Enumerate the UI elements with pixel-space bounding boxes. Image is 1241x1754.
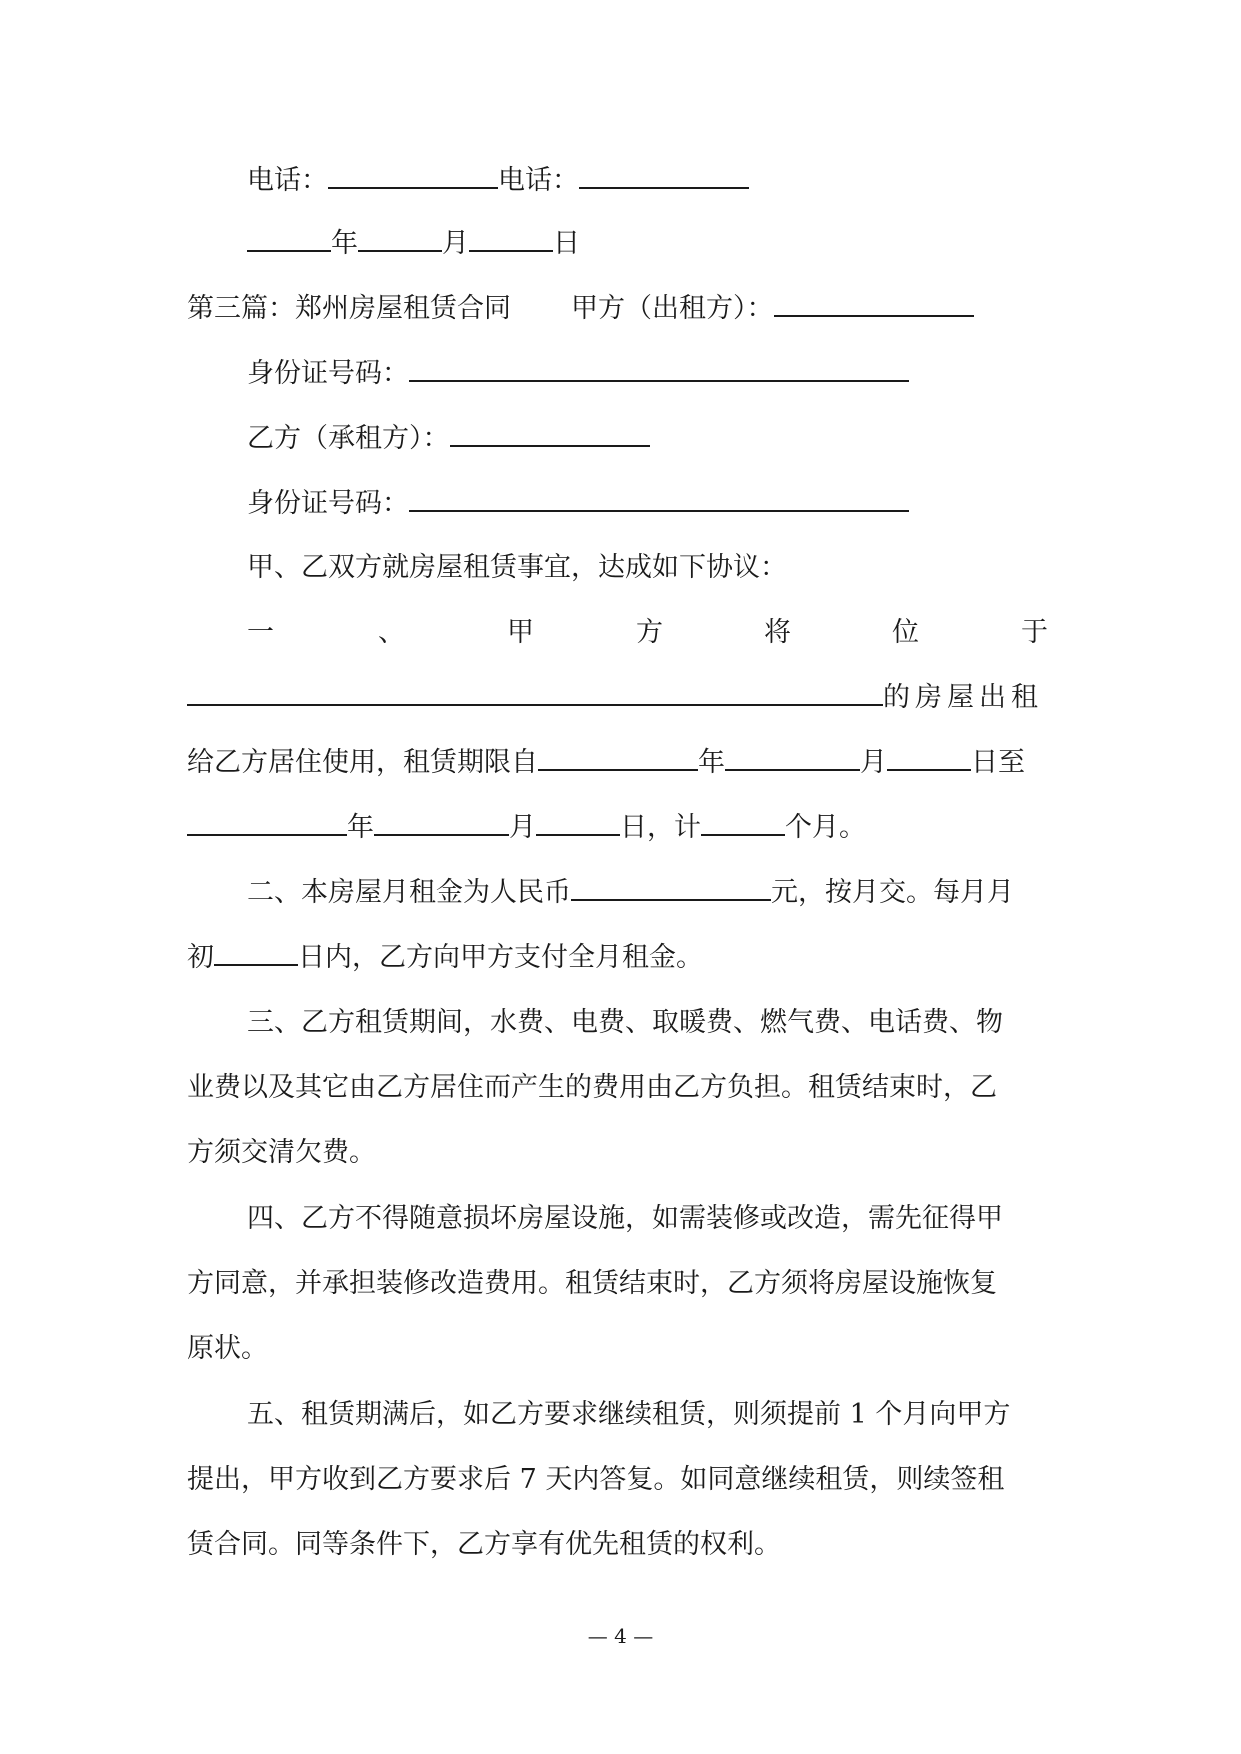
rent-blank: [571, 873, 771, 901]
clause-5-text-3: 赁合同。同等条件下，乙方享有优先租赁的权利。: [187, 1529, 781, 1560]
clause-3-line-2: [187, 1068, 997, 1108]
phone-label-2: 电话：: [498, 165, 579, 196]
rent-label: 二、本房屋月租金为人民币: [247, 877, 571, 908]
clause-3-line-1: [247, 1003, 1003, 1043]
end-month-label: 月: [509, 812, 536, 843]
party-b-blank: [450, 419, 650, 447]
clause-5-line-1: [247, 1395, 1010, 1435]
clause-1-char: 甲: [507, 617, 534, 648]
clause-3-text-3: 方须交清欠费。: [187, 1137, 376, 1168]
party-a-blank: [774, 289, 974, 317]
payment-day-text: 日内，乙方向甲方支付全月租金。: [298, 942, 703, 973]
lease-start-label: 给乙方居住使用，租赁期限自: [187, 747, 538, 778]
phone-blank-1: [328, 161, 498, 189]
clause-4-text-3: 原状。: [187, 1333, 268, 1364]
start-day-blank: [887, 743, 971, 771]
end-year-label: 年: [347, 812, 374, 843]
clause-1-char: 一: [247, 617, 274, 648]
title-line: [187, 289, 974, 329]
clause-2-line-2: [187, 938, 703, 978]
clause-1-char: 于: [1021, 617, 1048, 648]
party-b-line: [247, 419, 650, 459]
phone-label-1: 电话：: [247, 165, 328, 196]
end-month-blank: [374, 808, 509, 836]
date-line: [247, 224, 580, 264]
clause-1-char: 位: [892, 617, 919, 648]
clause-4-text-1: 四、乙方不得随意损坏房屋设施，如需装修或改造，需先征得甲: [247, 1203, 1003, 1234]
day-label: 日: [553, 228, 580, 259]
clause-1-char: 、: [378, 617, 405, 648]
section-title: 第三篇：郑州房屋租赁合同: [187, 293, 511, 324]
clause-1-line-4: [187, 808, 866, 848]
start-month-blank: [725, 743, 860, 771]
year-blank: [247, 224, 331, 252]
clause-1-line-3: [187, 743, 1025, 783]
start-year-blank: [538, 743, 698, 771]
clause-1-char: 将: [764, 617, 791, 648]
end-day-label: 日，计: [620, 812, 701, 843]
clause-5-line-2: [187, 1460, 1004, 1500]
clause-3-text-1: 三、乙方租赁期间，水费、电费、取暖费、燃气费、电话费、物: [247, 1007, 1003, 1038]
payment-day-prefix: 初: [187, 942, 214, 973]
start-month-label: 月: [860, 747, 887, 778]
months-blank: [701, 808, 785, 836]
clause-4-text-2: 方同意，并承担装修改造费用。租赁结束时，乙方须将房屋设施恢复: [187, 1268, 997, 1299]
party-a-label: 甲方（出租方）：: [571, 293, 774, 324]
id-blank-2: [409, 484, 909, 512]
rent-terms: 元，按月交。每月月: [771, 877, 1014, 908]
end-year-blank: [187, 808, 347, 836]
clause-1-char: 方: [636, 617, 663, 648]
day-blank: [469, 224, 553, 252]
months-label: 个月。: [785, 812, 866, 843]
clause-5-text-1: 五、租赁期满后，如乙方要求继续租赁，则须提前 1 个月向甲方: [247, 1399, 1011, 1430]
address-blank: [187, 678, 883, 706]
phone-blank-2: [579, 161, 749, 189]
start-year-label: 年: [698, 747, 725, 778]
id-label-2: 身份证号码：: [247, 488, 409, 519]
month-blank: [358, 224, 442, 252]
end-day-blank: [536, 808, 620, 836]
page-number: — 4 —: [587, 1624, 654, 1648]
agreement-intro: [247, 548, 787, 588]
clause-4-line-1: [247, 1199, 1003, 1239]
phone-line: [247, 161, 749, 201]
id-blank-1: [409, 354, 909, 382]
clause-5-text-2: 提出，甲方收到乙方要求后 7 天内答复。如同意继续租赁，则续签租: [187, 1464, 1005, 1495]
party-b-label: 乙方（承租方）：: [247, 423, 450, 454]
clause-5-line-3: [187, 1525, 781, 1565]
intro-text: 甲、乙双方就房屋租赁事宜，达成如下协议：: [247, 552, 787, 583]
start-day-label: 日至: [971, 747, 1025, 778]
id-number-line-1: [247, 354, 909, 394]
clause-1-line-1: [0, 613, 1241, 653]
clause-1-line-2-text: 的房屋出租: [883, 682, 1043, 713]
month-label: 月: [442, 228, 469, 259]
payment-day-blank: [214, 938, 298, 966]
clause-3-text-2: 业费以及其它由乙方居住而产生的费用由乙方负担。租赁结束时，乙: [187, 1072, 997, 1103]
clause-4-line-2: [187, 1264, 997, 1304]
clause-4-line-3: [187, 1329, 268, 1369]
clause-1-line-2: [187, 678, 1043, 718]
clause-2-line-1: [247, 873, 1014, 913]
clause-3-line-3: [187, 1133, 376, 1173]
id-label-1: 身份证号码：: [247, 358, 409, 389]
year-label: 年: [331, 228, 358, 259]
id-number-line-2: [247, 484, 909, 524]
